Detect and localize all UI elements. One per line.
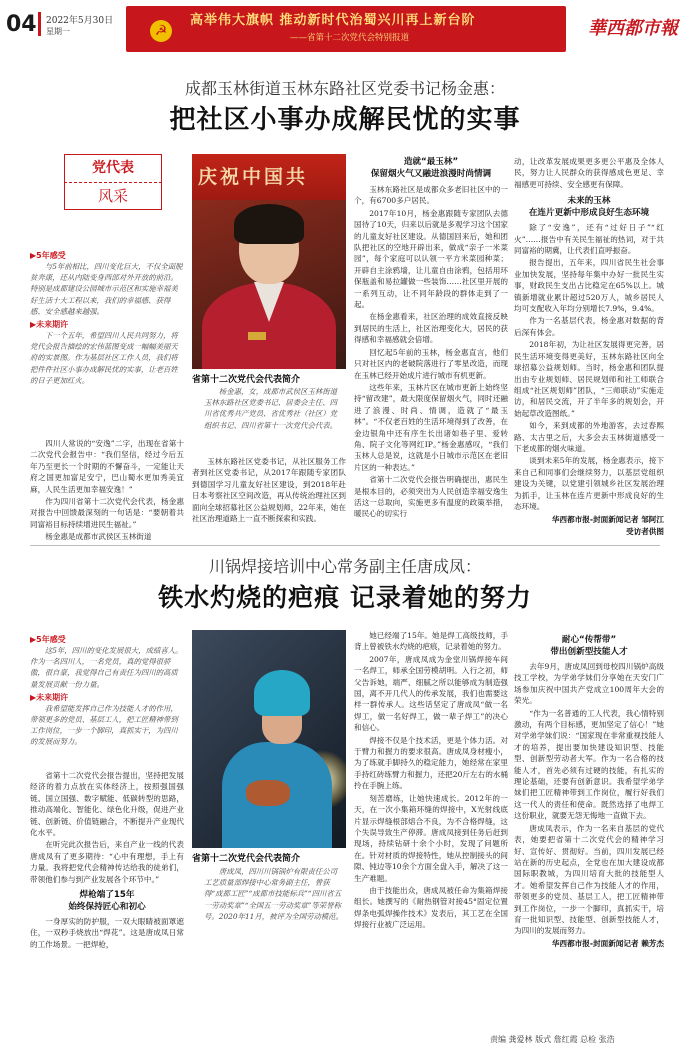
story2-col3 [354, 630, 508, 932]
story1-col4 [514, 156, 664, 537]
paragraph: 玉林东路社区党委书记，从社区服务工作者到社区党委书记，从2017年跟随专家团队到德国学习儿童友好社区建设，到2018年赴日本考察社区空间改造，再从传统治理社区到面向全球招募社区公益规划师，22年来，她在社区治理道路上一直不断探索和实践。 [192, 457, 346, 524]
badge-pin-icon [248, 332, 266, 340]
page-header [0, 0, 690, 62]
feel-label: ▶5年感受 [30, 635, 66, 644]
page-number: 04 [6, 12, 37, 37]
paragraph: 焊接不仅是个技术活，更是个体力活。对于臂力和握力的要求很高。唐成凤身材瘦小，为了练就手脚持久的稳定能力，她经常在家里手持红砖练臂力和握力，还把20斤左右的水桶拎在手腕上练。 [354, 735, 508, 791]
paragraph: 报告提出，五年来，四川省民生社会事业加快发展，坚持每年集中办好一批民生实事，财政民生支出占比稳定在65%以上。城镇新增就业累计超过520万人，城乡居民人均可支配收入年均分别增长7.9%，9.4%。 [514, 258, 664, 314]
story2-subtitle: 川锅焊接培训中心常务副主任唐成凤： [208, 557, 481, 576]
photo-caption-title: 省第十二次党代会代表简介 [192, 854, 301, 864]
photo-banner-text: 庆祝中国共 [192, 154, 346, 200]
story-divider [30, 545, 660, 546]
paragraph: 去年9月，唐成凤回到母校四川锅炉高级技工学校，为学弟学妹们分享她在天安门广场参加庆祝中国共产党成立100周年大会的荣光。 [514, 662, 664, 706]
paragraph: 玉林东路社区是成都众多老旧社区中的一个，有6700多户居民。 [354, 185, 508, 206]
paragraph: 一身厚实的防护服，一双大眼睛被面罩遮住，一双秒手烧放出“焊花”。这是唐成凤日常的工作场景。一把焊枪， [30, 917, 184, 949]
story2-sidebar [30, 634, 184, 748]
header-sub-slogan: ——省第十二次党代会特别报道 [290, 33, 410, 43]
paragraph: 2018年初，为让社区发展得更完善，居民生活环境变得更美好，玉林东路社区向全球招募公益规划师。当时，杨金惠和团队提出由专业规划师、居民规划师和社工师联合组成“社区规划师”团队，“三师联动”实施走访，和居民交流，开了半年多的规划会，开始起草改造图纸。” [514, 340, 664, 418]
paragraph: 四川人常说的“安逸”二字，出现在省第十二次党代会报告中：“我们坚信，经过今后五年乃至更长一个时期的不懈奋斗，一定能让天府之国更加富足安宁，巴山蜀水更加秀美宜麻，人民生活更加幸福安逸！” [30, 439, 184, 494]
story2-headline: 铁水灼烧的疤痕 记录着她的努力 [158, 583, 532, 612]
paragraph: 刻苦磨练，让她快速成长。2012年的一天，在一次小集箱环缝的焊接中，X光射线底片显示焊缝根部熔合不良，为不合格焊缝，这个失误导致生产停滞。唐成凤接到任务后赶到现场，持续钻研十余个小时，发现了问题所在。针对材质的焊接特性，她从控制接头的间隙、钝边等10余个方面全盘入手，解决了这一生产难题。 [354, 793, 508, 883]
story1-col2 [192, 456, 346, 525]
paragraph: 动，让改革发展成果更多更公平惠及全体人民，努力让人民群众的获得感成色更足、幸福感更可持续、安全感更有保障。 [514, 157, 664, 189]
story1-subtitle: 成都玉林街道玉林东路社区党委书记杨金惠： [184, 79, 505, 98]
glove-icon [246, 780, 290, 806]
paragraph: 作为一名基层代表，杨金惠对数据的背后深有体会。 [514, 316, 664, 337]
paragraph: 如今，来到成都的外地游客，去过春熙路、太古里之后，大多会去玉林街道感受一下老成都的烟火味道。 [514, 421, 664, 453]
welder-photo [192, 630, 346, 848]
column-badge-top: 党代表 [92, 160, 134, 176]
paragraph: 谈到未来5年的发展，杨金惠表示，接下来自己和同事们会继续努力，以基层党组织建设为关键，以党建引领城乡社区发展治理为抓手，让玉林在连片更新中形成良好的生态环境。 [514, 456, 664, 511]
byline: 华西都市报-封面新闻记者 赖芳杰 [551, 938, 664, 948]
story1-sidebar [30, 250, 184, 386]
party-emblem-icon: ☭ [150, 20, 172, 42]
paragraph: 回忆起5年前的玉林，杨金惠直言，他们只对社区内的老破院落进行了零星改造，而现在玉林已经开始成片进行城市有机更新。 [354, 347, 508, 380]
paragraph: 省第十二次党代会报告明确提出，惠民生是根本目的，必须突出为人民创造幸福安逸生活这一总取向，实施更多有温度的政策举措，暖民心的切实行 [354, 475, 508, 519]
photo-caption-text: 唐成凤，四川川锅锅炉有限责任公司工艺质量部焊接中心常务副主任，曾获得“成都工匠”“成都市技能标兵”“四川省五一劳动奖章”“全国五一劳动奖章”等荣誉称号。2020年11月，被评为全国劳动模范。 [204, 867, 344, 921]
paragraph: 她已经端了15年。她是焊工高级技师，手背上曾被铁水灼烧的疤痕，记录着她的努力。 [354, 631, 508, 652]
photo-caption-text: 杨金惠，女，成都市武侯区玉林街道玉林东路社区党委书记、居委会主任、四川省优秀共产党员、省优秀社（社区）党组织书记、四川省第十一次党代会代表。 [204, 387, 338, 430]
section-heading: 耐心“传帮带” 带出创新型技能人才 [550, 635, 628, 657]
paragraph: 2017年10月，杨金惠跟随专家团队去德国待了10天，归来以后就是多观学习这个国家的儿童友好社区建设。从德国回来后，她和团队把社区的空地开辟出来，做成“亲子一米菜园”，每个家庭可以认领一平方米菜园种菜；开辟自主涂鸦墙，让儿童自由涂鸦，包括用环保瓶盖和易拉罐做一些装饰……社区里开展的一系列互动，让不同年龄段的群体走到了一起。 [354, 208, 508, 310]
section-heading: 焊枪端了15年 始终保持匠心和初心 [68, 890, 146, 913]
helmet-icon [254, 670, 310, 716]
paragraph: 在杨金惠看来，社区治理的成效直接反映到居民的生活上，社区治理变化大，居民的获得感和幸福感就会倍增。 [354, 312, 508, 345]
paragraph: 作为四川省第十二次党代会代表，杨金惠对报告中回馈最深刻的一句话是：“要朝着共同富裕目标持续增进民生福祉。” [30, 497, 184, 529]
section-heading: 未来的玉林 在连片更新中形成良好生态环境 [528, 196, 650, 219]
column-badge-bottom: 风采 [64, 182, 162, 210]
paragraph: 2007年，唐成凤成为金堂川锅焊接车间一名焊工，师承全国劳模胡明。入行之初，师父告诉她，端严、细腻之所以能够成为制造强国，离不开几代人的传承发展，我们也需要这样一群传承人。这些话坚定了唐成凤“做一名焊工，做一名好焊工，做一辈子焊工”的决心和信心。 [354, 654, 508, 733]
editor-credits: 责编 龚爱林 版式 詹红霞 总检 张浩 [490, 1035, 615, 1044]
paragraph: 由于技能出众，唐成凤被任命为集箱焊接组长。她撰写的《耐热钢管对接45°固定位置焊条电弧焊操作技术》发表后，其工艺在全国焊接行业被广泛运用。 [354, 885, 508, 930]
page-number-bar [38, 12, 41, 36]
future-label: ▶未来期许 [30, 320, 69, 330]
future-text: 我希望能发挥自己作为技能人才的作用，带领更多的党员、基层工人，把工匠精神带到工作岗位，一步一个脚印，真抓实干，为四川的发展而努力。 [30, 703, 178, 747]
newspaper-logo: 華西都市報 [588, 18, 678, 39]
paragraph: 唐成凤表示，作为一名来自基层的党代表，她要把省第十二次党代会的精神学习好、宣传好、贯彻好。当前，四川发展已经站在新的历史起点，全党也在加大建设成都国际职教城，为四川培育大批的技能型人才。她希望发挥自己作为技能人才的作用，带领更多的党员、基层工人，把工匠精神带到工作岗位，一步一个脚印，真抓实干，培育一批知识型、技能型、创新型技能人才，为四川的发展而努力。 [514, 823, 664, 936]
feel-text: 这5年，四川的变化发展很大，成绩喜人。作为一名四川人，一名党员，真的觉得很骄傲，很自豪，我觉得自己有责任为四川的高质量发展贡献一份力量。 [30, 646, 183, 689]
paragraph: 除了“安逸”，还有“过好日子”“红火”……报告中有关民生福祉的热词，对于共同富裕的期冀，让代表们直呼振奋。 [514, 223, 664, 256]
photo-caption-title: 省第十二次党代会代表简介 [192, 375, 301, 385]
section-heading: 造就“最玉林” 保留烟火气又融进浪漫时尚情调 [370, 157, 492, 179]
future-label: ▶未来期许 [30, 692, 69, 702]
issue-weekday: 星期一 [46, 27, 70, 36]
story2-col4 [514, 634, 664, 949]
byline: 华西都市报-封面新闻记者 邹阿江 受访者供图 [551, 515, 664, 536]
issue-date: 2022年5月30日 [46, 16, 114, 26]
story1-headline: 把社区小事办成解民忧的实事 [169, 105, 521, 135]
paragraph: “作为一名普通的工人代表，我心情特别激动，有两个目标感，更加坚定了信心！”她对学弟学妹们说：“国家现在非常重视技能人才的培养，提出要加快建设知识型、技能型、创新型劳动者大军。作为一名合格的技能人才，首先必须有过硬的技能，有扎实的理论基础，还要有创新意识。我希望学弟学妹们把工匠精神带到工作岗位，履行好我们这一代人的责任和使命。既然选择了电焊工这份职业，就要无怨无悔地一直做下去。 [514, 708, 664, 821]
header-slogan: 高举伟大旗帜 推动新时代治蜀兴川再上新台阶 [190, 13, 476, 28]
feel-text: 与5年前相比，四川变化巨大，不仅全面脱贫奔康，还从内陆变身西部对外开放的前沿。特别是成都建设公园城市示范区和实施幸福美好生活十大工程以来，我们的幸福感、获得感、安全感越来越强。 [30, 262, 183, 316]
paragraph: 杨金惠是成都市武侯区玉林街道 [45, 532, 152, 542]
portrait-photo [192, 154, 346, 369]
paragraph: 这些年来，玉林片区在城市更新上始终坚持“留改建”，最大限度保留烟火气，同时还融进了浪漫、时尚、情调，造就了“最玉林”。“不仅老百姓的生活环境得到了改善，在金边银角中还有序生长出诸如巷子里、爱转角、院子文化等网红IP。”杨金惠感叹，“我们玉林人总是说，这就是小日城市示范区在老旧片区的一种表达。” [354, 382, 508, 472]
paragraph: 在听完此次报告后，来自产业一线的代表唐成凤有了更多期待：“心中有理想，手上有力量。我将把党代会精神传达给我的徒弟们，带领他们参与到产业发展各个环节中。” [30, 840, 184, 884]
paragraph: 省第十二次党代会报告提出，坚持把发展经济的着力点放在实体经济上，按照强国强链、国立国强、数字赋能、低碳转型的思路，推动高端化、智能化、绿色化升级，促进产业链、创新链、价值链融合，不断提升产业现代化水平。 [30, 771, 184, 838]
story1-col1 [30, 438, 184, 544]
story2-col1 [30, 770, 184, 951]
future-text: 下一个五年，希望四川人民共同努力，将党代会报告描绘的宏伟蓝图变成一幅幅美丽天府的实景图。作为基层社区工作人员，我们将把件件社区小事办成解民忧的实事，让老百姓的日子更加红火。 [30, 331, 178, 385]
story1-col3 [354, 156, 508, 521]
feel-label: ▶5年感受 [30, 251, 66, 260]
